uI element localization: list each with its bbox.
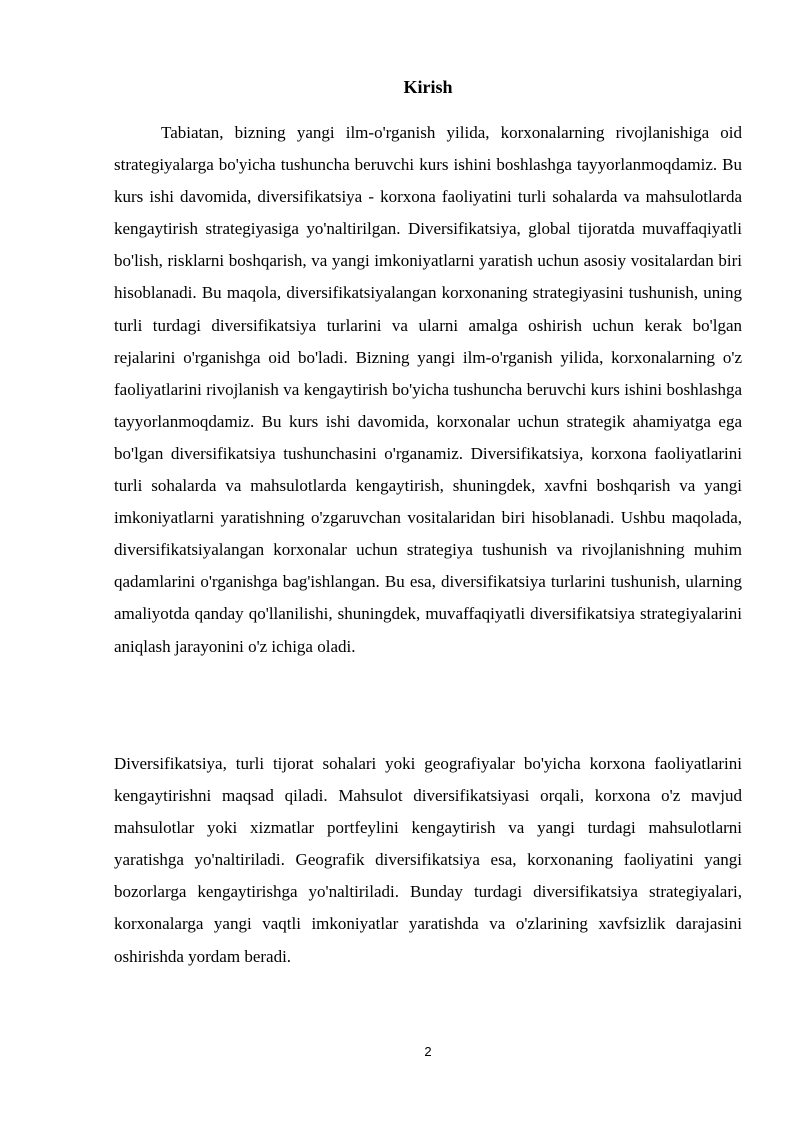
body-paragraph-diversification: Diversifikatsiya, turli tijorat sohalari yoki geografiyalar bo'yicha korxona faoliyatlarini kengaytirishni maqsad qiladi. Mahsulot diversifikatsiyasi orqali, korxona o'z mavjud mahsulotlar yoki xizmatlar portfeylini kengaytirish va yangi turdagi mahsulotlarni yaratishga yo'naltiriladi. Geografik diversifikatsiya esa, korxonaning faoliyatini yangi bozorlarga kengaytirishga yo'naltiriladi. Bunday turdagi diversifikatsiya strategiyalari, korxonalarga yangi vaqtli imkoniyatlar yaratishda va o'zlarining xavfsizlik darajasini oshirishda yordam beradi. (114, 754, 742, 966)
section-title: Kirish (403, 77, 453, 97)
body-paragraph-intro: Tabiatan, bizning yangi ilm-o'rganish yilida, korxonalarning rivojlanishiga oid strategiyalarga bo'yicha tushuncha beruvchi kurs ishini boshlashga tayyorlanmoqdamiz. Bu kurs ishi davomida, diversifikatsiya - korxona faoliyatini turli sohalarda va mahsulotlarda kengaytirish strategiyasiga yo'naltirilgan. Diversifikatsiya, global tijoratda muvaffaqiyatli bo'lish, risklarni boshqarish, va yangi imkoniyatlarni yaratish uchun asosiy vositalardan biri hisoblanadi. Bu maqola, diversifikatsiyalangan korxonaning strategiyasini tushunish, uning turli turdagi diversifikatsiya turlarini va ularni amalga oshirish uchun kerak bo'lgan rejalarini o'rganishga oid bo'ladi. Bizning yangi ilm-o'rganish yilida, korxonalarning o'z faoliyatlarini rivojlanish va kengaytirish bo'yicha tushuncha beruvchi kurs ishini boshlashga tayyorlanmoqdamiz. Bu kurs ishi davomida, korxonalar uchun strategik ahamiyatga ega bo'lgan diversifikatsiya tushunchasini o'rganamiz. Diversifikatsiya, korxona faoliyatlarini turli sohalarda va mahsulotlarda kengaytirish, shuningdek, xavfni boshqarish va yangi imkoniyatlarni yaratishning o'zgaruvchan vositalaridan biri hisoblanadi. Ushbu maqolada, diversifikatsiyalangan korxonalar uchun strategiya tushunish va rivojlanishning muhim qadamlarini o'rganishga bag'ishlangan. Bu esa, diversifikatsiya turlarini tushunish, ularning amaliyotda qanday qo'llanilishi, shuningdek, muvaffaqiyatli diversifikatsiya strategiyalarini aniqlash jarayonini o'z ichiga oladi. (114, 123, 742, 656)
page-number: 2 (424, 1044, 432, 1059)
